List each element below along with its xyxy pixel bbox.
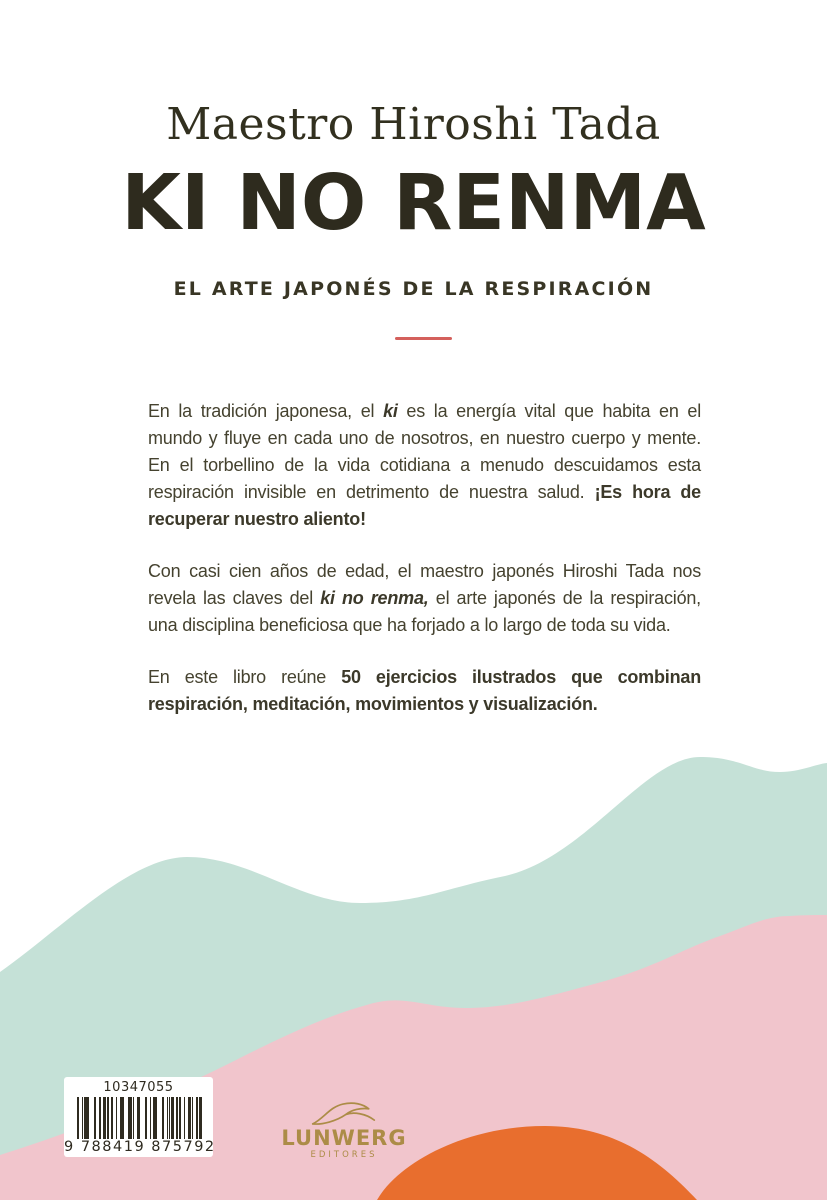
accent-divider xyxy=(395,337,452,340)
publisher-name: LUNWERG xyxy=(281,1126,407,1150)
book-subtitle: EL ARTE JAPONÉS DE LA RESPIRACIÓN xyxy=(173,278,654,300)
publisher-logo xyxy=(281,1100,407,1160)
barcode-top-number: 10347055 xyxy=(103,1080,174,1095)
book-title: KI NO RENMA xyxy=(121,159,706,248)
author-name: Maestro Hiroshi Tada xyxy=(166,99,661,150)
publisher-tagline: EDITORES xyxy=(310,1150,378,1160)
synopsis-paragraph: Con casi cien años de edad, el maestro japonés Hiroshi Tada nos revela las claves del ki no renma, el arte japonés de la respiración, una disciplina beneficiosa que ha forjado a lo largo de toda su vida. xyxy=(148,561,701,635)
barcode-ean-number: 9 788419 875792 xyxy=(64,1139,216,1155)
barcode-bars xyxy=(77,1097,204,1139)
barcode xyxy=(64,1077,216,1157)
synopsis xyxy=(148,398,701,743)
synopsis-paragraph: En la tradición japonesa, el ki es la energía vital que habita en el mundo y fluye en cada uno de nosotros, en nuestro cuerpo y mente. En el torbellino de la vida cotidiana a menudo descuidamos esta respiración invisible en detrimento de nuestra salud. ¡Es hora de recuperar nuestro aliento! xyxy=(148,401,702,529)
crane-bird-icon xyxy=(308,1100,380,1127)
synopsis-paragraph: En este libro reúne 50 ejercicios ilustrados que combinan respiración, meditación, movimientos y visualización. xyxy=(148,667,701,714)
